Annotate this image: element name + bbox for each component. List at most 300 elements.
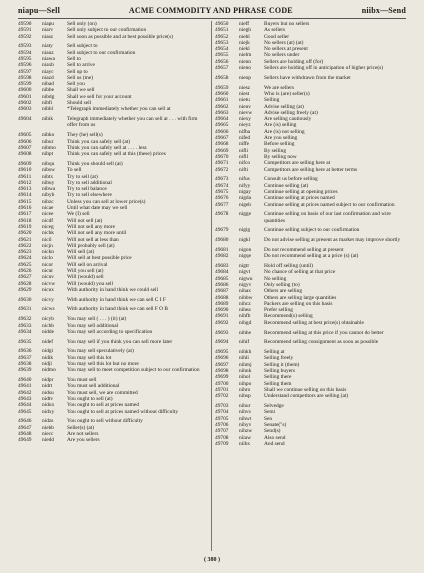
entry-number: 49669 — [215, 147, 229, 154]
entry-number: 49624 — [18, 255, 32, 262]
entry-meaning: Recommend selling at best price(s) obtainable — [264, 319, 364, 326]
entry-meaning: Do not recommend selling at present — [264, 247, 344, 253]
entry-meaning: Who is (are) seller(s) — [264, 90, 310, 97]
entry-code: nigeb — [239, 201, 251, 208]
entry-number: 49598 — [18, 74, 32, 81]
entry-number: 49707 — [215, 428, 229, 435]
left-column — [18, 21, 208, 556]
entry-meaning: Shall we continue selling on this basis — [264, 386, 347, 393]
entry-meaning: Continue selling on basis of our last confirmation and wire quantities — [264, 211, 391, 224]
entry-number: 49596 — [18, 62, 32, 69]
entry-number: 49693 — [215, 329, 229, 336]
entry-code: niehl — [239, 33, 250, 40]
entry-meaning: Packers are selling on this basis — [264, 300, 333, 307]
entry-code: nihkh — [239, 349, 252, 356]
code-entry — [215, 339, 408, 345]
entry-number: 49673 — [215, 176, 229, 183]
entry-number: 49706 — [215, 421, 229, 428]
entry-code: nifll — [239, 153, 248, 160]
entry-number: 49708 — [215, 434, 229, 441]
entry-meaning: Send(s) — [264, 428, 281, 435]
entry-number: 49645 — [18, 408, 32, 415]
entry-code: nibuy — [42, 179, 55, 186]
entry-code: niest — [239, 90, 250, 97]
code-entry — [215, 253, 408, 259]
entry-meaning: You may sell if you think you can sell more later — [67, 338, 173, 345]
entry-code: nigqe — [239, 253, 251, 260]
entry-number: 49639 — [18, 367, 32, 374]
entry-number: 49683 — [215, 263, 229, 270]
entry-number: 49600 — [18, 87, 32, 94]
entry-number: 49626 — [18, 267, 32, 274]
entry-code: nidik — [42, 354, 54, 361]
entry-code: niesz — [239, 84, 251, 91]
entry-meaning: No selling — [264, 275, 287, 282]
entry-meaning: Will (would) you sell — [67, 280, 114, 287]
code-entry — [215, 237, 408, 243]
entry-code: nicvy — [42, 296, 54, 303]
entry-meaning: You may sell additional — [67, 322, 119, 329]
entry-meaning: Sen — [264, 415, 273, 422]
entry-code: nihnk — [239, 368, 252, 375]
code-entry — [215, 227, 408, 233]
entry-number: 49627 — [18, 274, 32, 281]
entry-meaning: Selling buyers — [264, 368, 295, 375]
entry-code: niekl — [239, 46, 250, 53]
entry-meaning: Are you selling — [264, 135, 298, 142]
entry-code: nihfb — [239, 313, 251, 320]
entry-code: nibbe — [42, 87, 54, 94]
entry-number: 49705 — [215, 415, 229, 422]
entry-meaning: Selling it (them) — [264, 361, 300, 368]
code-entry — [215, 393, 408, 399]
entry-meaning: You ought to sell at prices named — [67, 402, 139, 409]
entry-code: nihhe — [239, 329, 251, 336]
entry-number: 49602 — [18, 100, 32, 107]
entry-meaning: Should sell — [67, 100, 92, 107]
entry-code: niasz — [42, 33, 54, 40]
entry-meaning: No chance of selling at that price — [264, 269, 336, 276]
entry-code: nifco — [239, 160, 251, 167]
entry-meaning: Recommend selling consignment as soon as possible — [264, 339, 379, 346]
entry-meaning: Sell to arrive — [67, 62, 95, 69]
entry-number: 49697 — [215, 361, 229, 368]
column-divider — [211, 21, 212, 551]
entry-meaning: Prefer selling — [264, 307, 293, 314]
entry-number: 49664 — [215, 116, 229, 123]
entry-code: nibfi — [42, 100, 53, 107]
entry-meaning: Do not advise selling at present as market may improve shortly — [264, 237, 401, 244]
header-center: ACME COMMODITY AND PHRASE CODE — [128, 6, 293, 15]
entry-number: 49696 — [215, 355, 229, 362]
entry-code: nihol — [239, 374, 251, 381]
entry-number: 49658 — [215, 74, 229, 81]
entry-code: niaxb — [42, 62, 54, 69]
code-entry — [215, 202, 408, 208]
entry-code: niawa — [42, 55, 55, 62]
entry-meaning: Sell only subject to our confirmation — [67, 27, 147, 34]
entry-meaning: No sellers under — [264, 52, 300, 59]
entry-code: nihsp — [239, 393, 251, 400]
entry-code: niapu — [42, 21, 54, 27]
entry-number: 49695 — [215, 349, 229, 356]
entry-meaning: Before selling — [264, 141, 295, 148]
entry-meaning: Selling at — [264, 349, 285, 356]
entry-number: 49700 — [215, 380, 229, 387]
entry-meaning: You may sell ( . . . ) (it) (at) — [67, 316, 127, 323]
entry-code: nicil — [42, 236, 52, 243]
entry-meaning: Shall we sell — [67, 87, 95, 94]
entry-number: 49691 — [215, 313, 229, 320]
entry-code: nihax — [239, 288, 251, 295]
entry-meaning: No sellers at present — [264, 46, 308, 53]
entry-code: niclo — [42, 255, 53, 262]
entry-number: 49592 — [18, 33, 32, 40]
entry-number: 49634 — [18, 328, 32, 335]
entry-meaning: And send — [264, 440, 285, 447]
code-entry — [18, 329, 208, 335]
entry-code: nibmo — [42, 144, 56, 151]
entry-number: 49698 — [215, 368, 229, 375]
entry-code: nihcz — [239, 300, 251, 307]
entry-number: 49668 — [215, 141, 229, 148]
entry-meaning: Selling them — [264, 380, 292, 387]
entry-number: 49685 — [215, 275, 229, 282]
entry-code: nidpr — [42, 377, 54, 384]
entry-number: 49599 — [18, 81, 32, 88]
entry-number: 49613 — [18, 186, 32, 193]
code-entry — [18, 34, 208, 40]
entry-meaning: Will (would) sell — [67, 274, 104, 281]
entry-number: 49689 — [215, 300, 229, 307]
entry-code: nifba — [239, 128, 251, 135]
entry-code: nihro — [239, 386, 251, 393]
entry-meaning: To sell — [67, 167, 82, 174]
entry-meaning: Think you can safely sell (at) — [67, 138, 131, 145]
entry-meaning: Others are selling large quantities — [264, 294, 337, 301]
entry-number: 49603 — [18, 106, 32, 113]
entry-code: nifti — [239, 166, 248, 173]
entry-code: niibx — [239, 440, 251, 447]
entry-number: 49675 — [215, 188, 229, 195]
entry-number: 49702 — [215, 393, 229, 400]
entry-number: 49709 — [215, 440, 229, 447]
entry-number: 49643 — [18, 396, 32, 403]
entry-code: niazd — [42, 74, 54, 81]
entry-meaning: Competitors are selling here at better terms — [264, 166, 358, 173]
entry-meaning: Try to sell balance — [67, 186, 107, 193]
entry-code: nibko — [42, 132, 55, 139]
entry-code: niffe — [239, 141, 250, 148]
entry-number: 49590 — [18, 21, 32, 27]
entry-number: 49657 — [215, 65, 229, 72]
entry-meaning: Will not sell (at) — [67, 217, 103, 224]
entry-meaning: Sell us (me) — [67, 74, 94, 81]
entry-meaning: Sell to — [67, 55, 81, 62]
entry-number: 49674 — [215, 182, 229, 189]
entry-code: nieuv — [239, 103, 251, 110]
entry-meaning: You ought to sell without difficulty — [67, 418, 143, 425]
entry-meaning: With authority in hand think we can sell F O B — [67, 306, 168, 313]
entry-meaning: Will sell at best possible price — [67, 255, 132, 262]
entry-meaning: You may sell to meet competition subject to our confirmation — [67, 367, 200, 374]
entry-meaning: Are (is) selling — [264, 122, 297, 129]
entry-code: nifus — [239, 176, 250, 183]
header-left: niapu—Sell — [18, 6, 61, 15]
entry-meaning: You must sell — [67, 377, 97, 384]
entry-number: 49686 — [215, 281, 229, 288]
entry-number: 49595 — [18, 55, 32, 62]
entry-number: 49635 — [18, 338, 32, 345]
entry-code: nihea — [239, 307, 251, 314]
entry-meaning: Try to sell elsewhere — [67, 192, 112, 199]
header-right: niibx—Send — [361, 6, 406, 15]
entry-meaning: Semi — [264, 409, 276, 416]
entry-number: 49656 — [215, 58, 229, 65]
entry-meaning: Continue selling at prices named subject to our confirmation — [264, 201, 395, 208]
entry-code: nicae — [42, 205, 54, 212]
entry-meaning: You may sell this lot — [67, 354, 112, 361]
entry-meaning: Selling freely — [264, 355, 294, 362]
entry-number: 49704 — [215, 409, 229, 416]
entry-number: 49607 — [18, 144, 32, 151]
entry-meaning: Senate("s) — [264, 421, 287, 428]
entry-meaning: Telegraph immediately whether you can sell at . . . with firm offer from us — [67, 116, 198, 129]
entry-meaning: Understand competitors are selling (at) — [264, 393, 349, 400]
entry-number: 49640 — [18, 377, 32, 384]
entry-number: 49646 — [18, 418, 32, 425]
entry-number: 49614 — [18, 192, 32, 199]
entry-code: nielm — [239, 52, 252, 59]
entry-meaning: Will not sell any more — [67, 223, 115, 230]
entry-number: 49670 — [215, 153, 229, 160]
entry-code: nihwt — [239, 415, 252, 422]
entry-code: nibqu — [42, 160, 55, 167]
code-entry — [18, 151, 208, 157]
entry-meaning: Will not sell any more until — [67, 230, 127, 237]
entry-number: 49662 — [215, 103, 229, 110]
entry-code: nihyv — [239, 421, 252, 428]
entry-number: 49655 — [215, 52, 229, 59]
entry-code: nihmj — [239, 361, 252, 368]
entry-number: 49677 — [215, 201, 229, 208]
page-number: ( 380 ) — [204, 557, 220, 563]
entry-code: nietu — [239, 97, 250, 104]
entry-meaning: Unless you can sell at lower price(s) — [67, 198, 146, 205]
entry-meaning: Seller(s) (at) — [67, 424, 95, 431]
entry-number: 49651 — [215, 27, 229, 34]
entry-code: nieop — [239, 74, 251, 81]
entry-number: 49680 — [215, 237, 229, 244]
code-entry — [18, 297, 208, 303]
entry-meaning: Hold off selling (until) — [264, 263, 313, 270]
entry-meaning: By selling — [264, 147, 287, 154]
entry-code: nicdf — [42, 217, 54, 224]
entry-code: nihif — [239, 339, 250, 346]
entry-code: nigon — [239, 247, 252, 253]
entry-number: 49661 — [215, 97, 229, 104]
entry-code: nidsu — [42, 389, 54, 396]
entry-number: 49618 — [18, 217, 32, 224]
entry-number: 49649 — [18, 437, 32, 444]
entry-meaning: Try to sell additional — [67, 179, 112, 186]
entry-meaning: Selvedge — [264, 403, 284, 410]
entry-code: niceg — [42, 223, 54, 230]
entry-meaning: You may sell this lot but no more — [67, 361, 139, 368]
code-entry — [18, 306, 208, 312]
entry-code: niebb — [42, 424, 54, 431]
entry-number: 49594 — [18, 49, 32, 56]
entry-code: nidrt — [42, 383, 53, 390]
entry-code: nicee — [42, 211, 54, 218]
entry-number: 49638 — [18, 361, 32, 368]
entry-code: nigda — [239, 195, 251, 202]
entry-meaning: Are selling cautiously — [264, 116, 312, 123]
right-column — [215, 21, 408, 556]
entry-code: nigay — [239, 188, 251, 195]
entry-meaning: You may sell speculatively (at) — [67, 348, 134, 355]
entry-meaning: Recommend selling at this price if you cannot do better — [264, 329, 384, 336]
entry-meaning: Advise selling freely (at) — [264, 109, 318, 116]
entry-code: nibsw — [42, 167, 55, 174]
code-entry — [18, 367, 208, 373]
entry-number: 49650 — [215, 21, 229, 27]
entry-number: 49610 — [18, 167, 32, 174]
entry-meaning: Consult us before selling — [264, 176, 318, 183]
entry-code: nicux — [42, 286, 54, 293]
entry-number: 49676 — [215, 195, 229, 202]
entry-meaning: We (I) sell — [67, 211, 90, 218]
entry-number: 49688 — [215, 294, 229, 301]
entry-number: 49597 — [18, 68, 32, 75]
entry-number: 49665 — [215, 122, 229, 129]
entry-code: nidux — [42, 402, 55, 409]
entry-code: nihzw — [239, 428, 253, 435]
entry-number: 49659 — [215, 84, 229, 91]
entry-meaning: Will not sell at less than — [67, 236, 119, 243]
entry-code: nicjn — [42, 242, 53, 249]
entry-number: 49612 — [18, 179, 32, 186]
entry-number: 49616 — [18, 205, 32, 212]
entry-meaning: They (he) sell(s) — [67, 132, 103, 139]
entry-number: 49701 — [215, 386, 229, 393]
entry-code: nicor — [42, 261, 54, 268]
code-entry — [18, 106, 208, 112]
entry-code: nigig — [239, 227, 251, 234]
entry-code: nigwu — [239, 275, 253, 282]
entry-number: 49625 — [18, 261, 32, 268]
code-entry — [215, 211, 408, 224]
entry-code: nibhl — [42, 106, 54, 113]
entry-number: 49605 — [18, 132, 32, 139]
entry-code: niecc — [42, 431, 54, 438]
entry-number: 49647 — [18, 424, 32, 431]
entry-meaning: Selling there — [264, 374, 292, 381]
entry-code: nicbb — [42, 322, 54, 329]
entry-meaning: Will sell (at) — [67, 249, 95, 256]
entry-number: 49660 — [215, 90, 229, 97]
entry-meaning: Sell soon as possible and at best possible price(s) — [67, 33, 173, 40]
entry-number: 49633 — [18, 322, 32, 329]
entry-meaning: Are (is) not selling — [264, 128, 305, 135]
entry-code: niegh — [239, 27, 251, 34]
code-entry — [215, 320, 408, 326]
code-entry — [18, 287, 208, 293]
code-entry — [18, 116, 208, 129]
entry-meaning: With authority in hand think we can sell C I F — [67, 296, 166, 303]
entry-meaning: We are sellers — [264, 84, 295, 91]
entry-code: nidtv — [42, 396, 54, 403]
entry-meaning: Sell only (on) — [67, 21, 97, 27]
entry-number: 49694 — [215, 339, 229, 346]
entry-number: 49629 — [18, 286, 32, 293]
entry-code: nidjl — [42, 361, 52, 368]
entry-number: 49591 — [18, 27, 32, 34]
entry-code: nieno — [239, 65, 251, 72]
entry-number: 49630 — [18, 296, 32, 303]
entry-number: 49663 — [215, 109, 229, 116]
entry-number: 49678 — [215, 211, 229, 218]
entry-code: nidmo — [42, 367, 56, 374]
entry-meaning: You ought to sell at prices named without difficulty — [67, 408, 179, 415]
entry-code: nichk — [42, 230, 54, 237]
entry-code: nickn — [42, 249, 54, 256]
entry-code: nidgi — [42, 348, 54, 355]
entry-meaning: Sell you — [67, 81, 85, 88]
entry-code: nihli — [239, 355, 249, 362]
entry-meaning: Sell subject to — [67, 43, 98, 50]
code-entry — [215, 441, 408, 447]
entry-number: 49653 — [215, 39, 229, 46]
entry-number: 49644 — [18, 402, 32, 409]
entry-number: 49692 — [215, 319, 229, 326]
entry-meaning: Think you can safely sell at this (these) prices — [67, 151, 166, 158]
entry-meaning: Advise selling (at) — [264, 103, 304, 110]
entry-code: nigge — [239, 211, 251, 218]
entry-meaning: Continue selling (at) — [264, 182, 309, 189]
entry-code: nihpo — [239, 380, 252, 387]
entry-meaning: Are you sellers — [67, 437, 100, 444]
entry-code: nibur — [42, 138, 54, 145]
entry-meaning: Continue selling at prices named — [264, 195, 335, 202]
entry-meaning: Shall we sell for your account — [67, 93, 132, 100]
entry-meaning: As sellers — [264, 27, 286, 34]
code-entry — [215, 75, 408, 81]
code-entry — [18, 339, 208, 345]
entry-number: 49617 — [18, 211, 32, 218]
entry-code: niaty — [42, 43, 53, 50]
entry-number: 49642 — [18, 389, 32, 396]
entry-number: 49636 — [18, 348, 32, 355]
entry-number: 49632 — [18, 316, 32, 323]
entry-code: nicvw — [42, 280, 56, 287]
entry-code: nigvt — [239, 269, 251, 276]
entry-number: 49666 — [215, 128, 229, 135]
entry-number: 49682 — [215, 253, 229, 260]
entry-meaning: Until what date may we sell — [67, 205, 128, 212]
code-entry — [18, 437, 208, 443]
entry-meaning: Will sell on arrival — [67, 261, 108, 268]
entry-code: nifed — [239, 135, 251, 142]
entry-number: 49621 — [18, 236, 32, 243]
code-entry — [215, 330, 408, 336]
entry-code: nibtx — [42, 173, 54, 180]
entry-meaning: Try to sell (at) — [67, 173, 98, 180]
entry-code: nievw — [239, 109, 253, 116]
entry-meaning: Think you should sell (at) — [67, 160, 123, 167]
entry-code: nibyb — [42, 192, 55, 199]
entry-number: 49681 — [215, 247, 229, 253]
